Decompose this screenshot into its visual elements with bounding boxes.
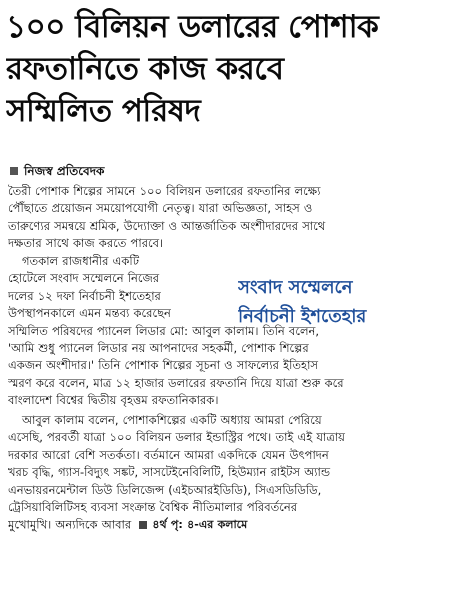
headline-line: সম্মিলিত পরিষদ (6, 93, 201, 129)
headline-line: রফতানিতে কাজ করবে (6, 51, 284, 87)
text-line: 'আমি শুধু প্যানেল লিডার নয় আপনাদের সহকর্মী, পোশাক শিল্পের (8, 341, 309, 356)
continuation-note[interactable] (135, 516, 247, 533)
headline (6, 6, 450, 132)
headline-line: ১০০ বিলিয়ন ডলারের পোশাক (6, 9, 379, 45)
text-line: স্মরণ করে বলেন, মাত্র ১২ হাজার ডলারের রফতানি দিয়ে যাত্রা শুরু করে (8, 375, 344, 390)
text-line: হোটেলে সংবাদ সম্মেলনে নিজের (8, 271, 160, 286)
text-line: বাংলাদেশ বিশ্বের দ্বিতীয় বৃহত্তম রফতানিকারক। (8, 393, 219, 408)
last-line (8, 516, 448, 534)
pull-quote-line: নির্বাচনী ইশতেহার (238, 306, 367, 327)
text-line: তারুণ্যের সমন্বয়ে শ্রমিক, উদ্যোক্তা ও আন্তর্জাতিক অংশীদারদের সাথে (8, 218, 326, 233)
text-line: এসেছি, পরবর্তী যাত্রা ১০০ বিলিয়ন ডলার ইন্ডাস্ট্রির পথে। তাই এই যাত্রায় (8, 430, 345, 445)
pull-quote (238, 273, 450, 331)
text-line: দরকার আরো বেশি সতর্কতা। বর্তমানে আমরা একদিকে যেমন উৎপাদন (8, 447, 329, 462)
text-line: তৈরী পোশাক শিল্পের সামনে ১০০ বিলিয়ন ডলারের রফতানির লক্ষ্যে (8, 184, 321, 198)
text-line: গতকাল রাজধানীর একটি (22, 254, 139, 268)
text-line: উপস্থাপনকালে এমন মন্তব্য করেছেন (8, 306, 171, 321)
pull-quote-line: সংবাদ সম্মেলনে (238, 277, 353, 298)
square-icon (139, 521, 147, 529)
continuation-text: ৪র্থ পৃ: ৪-এর কলামে (152, 518, 248, 532)
text-line: ট্রেসিয়াবিলিটিসহ ব্যবসা সংক্রান্ত বৈশ্বিক নীতিমালার পরিবর্তনের (8, 500, 298, 515)
text-line: পৌঁছাতে প্রয়োজন সময়োপযোগী নেতৃত্ব। যারা অভিজ্ঞতা, সাহস ও (8, 201, 313, 216)
text-line: সম্মিলিত পরিষদের প্যানেল লিডার মো: আবুল কালাম। তিনি বলেন, (8, 323, 320, 338)
text-line: খরচ বৃদ্ধি, গ্যাস-বিদ্যুৎ সঙ্কট, সাসটেইনেবিলিটি, হিউম্যান রাইটস অ্যান্ড (8, 465, 331, 480)
text-line: মুখোমুখি। অন্যদিকে আবার (8, 518, 132, 533)
byline-text: নিজস্ব প্রতিবেদক (24, 164, 105, 178)
text-line: দলের ১২ দফা নির্বাচনী ইশতেহার (8, 288, 161, 303)
text-line: এনভায়রনমেন্টাল ডিউ ডিলিজেন্স (এইচআরইডিডি), সিএসডিডিডি, (8, 482, 322, 497)
bullet-icon (10, 167, 18, 175)
paragraph-1 (8, 183, 448, 253)
text-line: একজন অংশীদার।' তিনি পোশাক শিল্পের সূচনা ও সাফল্যের ইতিহাস (8, 358, 319, 373)
text-line: দক্ষতার সাথে কাজ করতে পারবে। (8, 236, 164, 251)
text-line: আবুল কালাম বলেন, পোশাকশিল্পের একটি অধ্যায় আমরা পেরিয়ে (22, 413, 322, 427)
paragraph-3 (8, 412, 448, 535)
byline (8, 163, 448, 179)
